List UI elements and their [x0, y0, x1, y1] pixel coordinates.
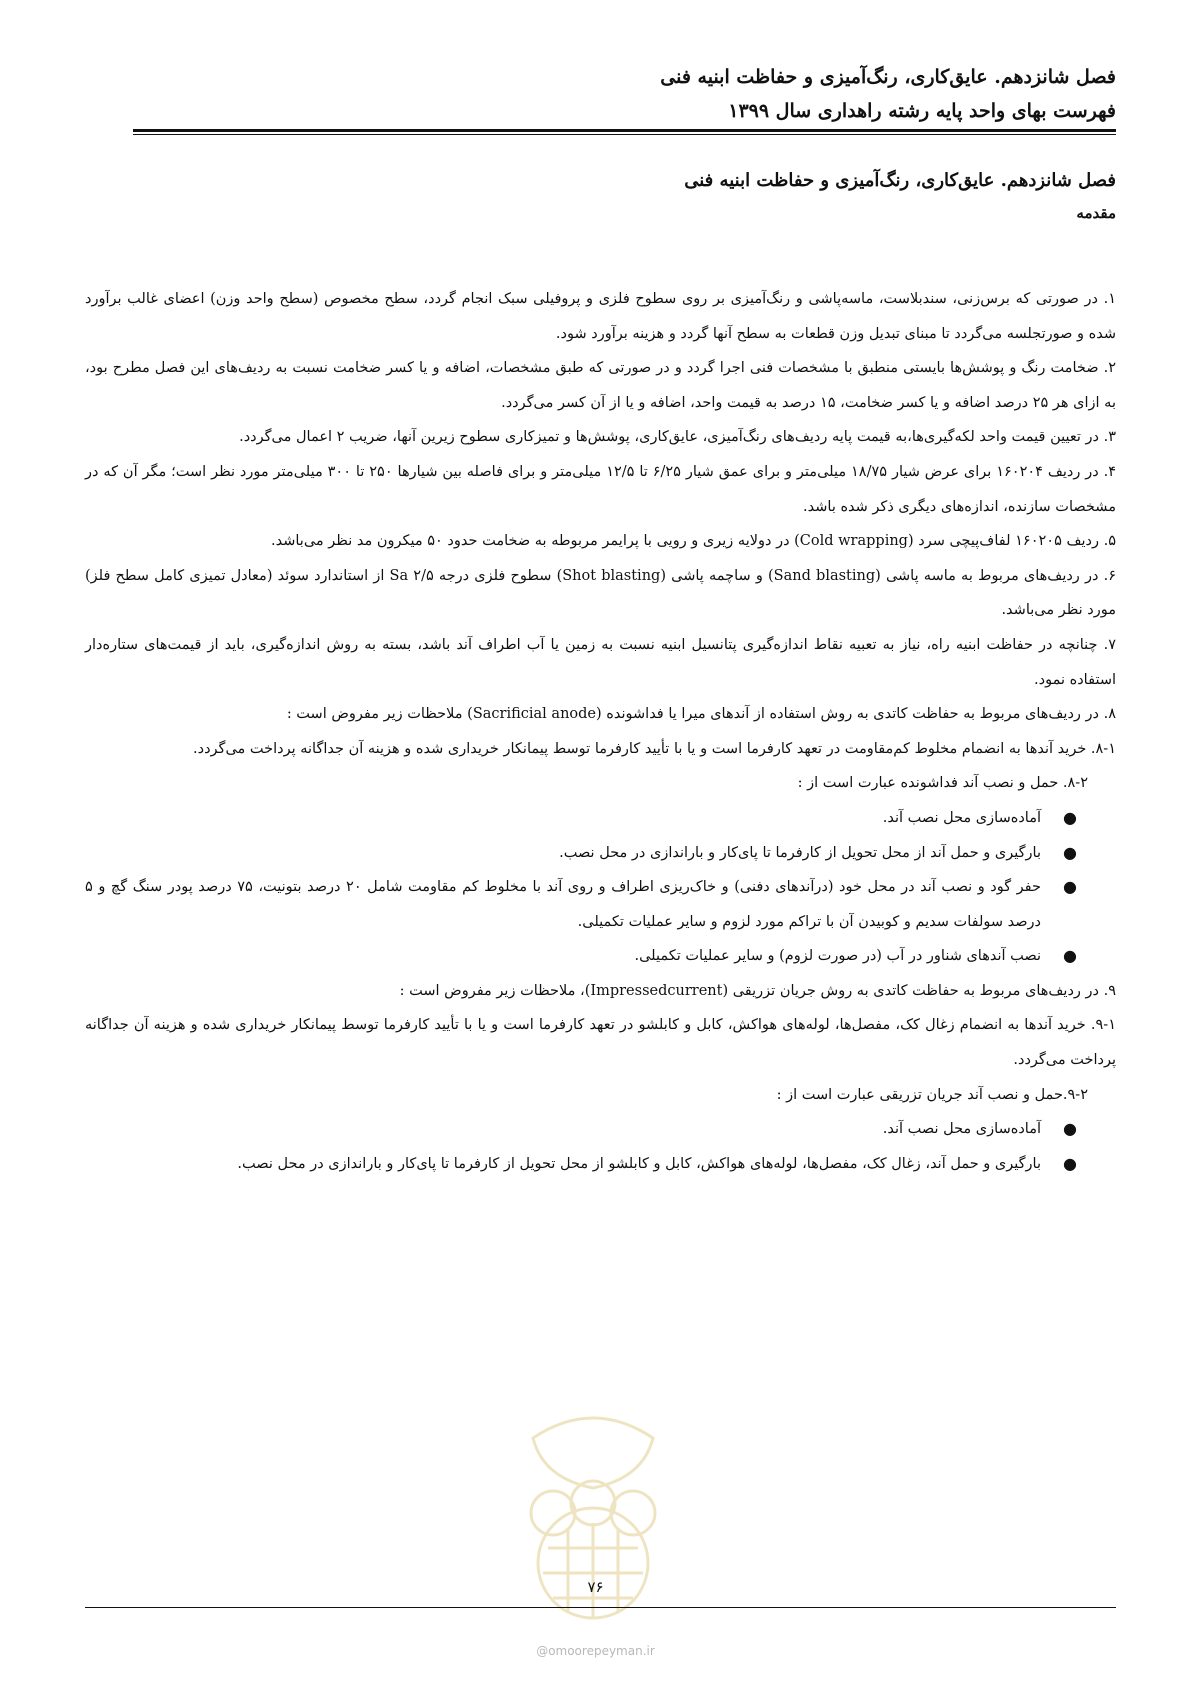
paragraph-8: ۸. در ردیف‌های مربوط به حفاظت کاتدی به روش استفاده از آندهای میرا یا فداشونده (Sacrificial anode) ملاحظات زیر مفروض است : — [286, 706, 1116, 723]
header-chapter-title: فصل شانزدهم. عایق‌کاری، رنگ‌آمیزی و حفاظت ابنیه فنی — [660, 66, 1116, 88]
list-item: ● بارگیری و حمل آند، زغال کک، مفصل‌ها، لوله‌های هواکش، کابل و کابلشو از محل تحویل از کارفرما تا پای‌کار و باراندازی در محل نصب. — [85, 1147, 1041, 1182]
paragraph-8-1: ۸-۱. خرید آندها به انضمام مخلوط کم‌مقاومت در تعهد کارفرما است و یا با تأیید کارفرما توسط پیمانکار خریداری شده و هزینه آن جداگانه پرداخت می‌گردد. — [193, 740, 1116, 757]
footer-divider — [85, 1607, 1116, 1608]
seal-watermark-icon — [493, 1398, 693, 1668]
paragraph-6: ۶. در ردیف‌های مربوط به ماسه پاشی (Sand blasting) و ساچمه پاشی (Shot blasting) سطوح فلزی درجه Sa ۲/۵ از استاندارد سوئد (معادل تمیزی کامل سطح فلز) مورد نظر می‌باشد. — [85, 567, 1116, 619]
bullet-icon: ● — [1063, 1153, 1077, 1173]
paragraph-4: ۴. در ردیف ۱۶۰۲۰۴ برای عرض شیار ۱۸/۷۵ میلی‌متر و برای عمق شیار ۶/۲۵ تا ۱۲/۵ میلی‌متر و برای فاصله بین شیارها ۲۵۰ تا ۳۰۰ میلی‌متر مورد نظر است؛ مگر آن که در مشخصات سازنده، اندازه‌های دیگری ذکر شده باشد. — [85, 463, 1117, 515]
paragraph-5: ۵. ردیف ۱۶۰۲۰۵ لفاف‌پیچی سرد (Cold wrapping) در دولایه زیری و رویی با پرایمر مربوطه به ضخامت حدود ۵۰ میکرون مد نظر می‌باشد. — [271, 533, 1116, 550]
document-body — [85, 282, 1116, 1181]
bullet-icon: ● — [1063, 842, 1077, 862]
list-item: ● نصب آندهای شناور در آب (در صورت لزوم) و سایر عملیات تکمیلی. — [85, 939, 1041, 974]
section-subtitle: مقدمه — [1076, 204, 1116, 222]
bullet-icon: ● — [1063, 877, 1077, 897]
list-item: ● آماده‌سازی محل نصب آند. — [85, 1112, 1041, 1147]
site-watermark: @omoorepeyman.ir — [536, 1644, 655, 1658]
list-8-2 — [85, 801, 1116, 974]
paragraph-2: ۲. ضخامت رنگ و پوشش‌ها بایستی منطبق با مشخصات فنی اجرا گردد و در صورتی که طبق مشخصات، اضافه و یا کسر ضخامت نسبت به ردیف‌های این فصل مطرح بود، به ازای هر ۲۵ درصد اضافه و یا کسر ضخامت، ۱۵ درصد به قیمت واحد، اضافه و یا از آن کسر می‌گردد. — [85, 360, 1116, 411]
paragraph-3: ۳. در تعیین قیمت واحد لکه‌گیری‌ها،به قیمت پایه ردیف‌های رنگ‌آمیزی، عایق‌کاری، پوشش‌ها و تمیزکاری سطوح زیرین آنها، ضریب ۲ اعمال می‌گردد. — [239, 429, 1116, 446]
running-header — [133, 60, 1116, 128]
paragraph-9: ۹. در ردیف‌های مربوط به حفاظت کاتدی به روش جریان تزریقی (Impressedcurrent)، ملاحظات زیر مفروض است : — [399, 982, 1116, 999]
list-item: ● آماده‌سازی محل نصب آند. — [85, 801, 1041, 836]
paragraph-8-2-heading: ۸-۲. حمل و نصب آند فداشونده عبارت است از : — [797, 775, 1088, 792]
bullet-icon: ● — [1063, 1119, 1077, 1139]
list-9-2 — [85, 1112, 1116, 1181]
list-item: ● حفر گود و نصب آند در محل خود (درآندهای دفنی) و خاک‌ریزی اطراف و روی آند با مخلوط کم مقاومت شامل ۲۰ درصد بتونیت، ۷۵ درصد پودر سنگ گچ و ۵ درصد سولفات سدیم و کوبیدن آن با تراکم مورد لزوم و سایر عملیات تکمیلی. — [85, 870, 1041, 939]
header-divider — [133, 129, 1116, 135]
paragraph-1: ۱. در صورتی که برس‌زنی، سندبلاست، ماسه‌پاشی و رنگ‌آمیزی بر روی سطوح فلزی و پروفیلی سبک انجام گردد، سطح مخصوص (سطح واحد وزن) اعضای غالب برآورد شده و صورتجلسه می‌گردد تا مبنای تبدیل وزن قطعات به سطح آنها گردد و هزینه برآورد شود. — [85, 291, 1116, 342]
paragraph-7: ۷. چنانچه در حفاظت ابنیه راه، نیاز به تعبیه نقاط اندازه‌گیری پتانسیل ابنیه نسبت به زمین یا آب اطراف آند باشد، بسته به روش اندازه‌گیری، باید از قیمت‌های ستاره‌دار استفاده نمود. — [85, 636, 1116, 688]
list-item: ● بارگیری و حمل آند از محل تحویل از کارفرما تا پای‌کار و باراندازی در محل نصب. — [85, 836, 1041, 871]
bullet-icon: ● — [1063, 807, 1077, 827]
section-title: فصل شانزدهم. عایق‌کاری، رنگ‌آمیزی و حفاظت ابنیه فنی — [684, 170, 1116, 191]
page-number: ۷۶ — [587, 1578, 604, 1596]
paragraph-9-1: ۹-۱. خرید آندها به انضمام زغال کک، مفصل‌ها، لوله‌های هواکش، کابل و کابلشو در تعهد کارفرما است و یا با تأیید کارفرما توسط پیمانکار خریداری شده و هزینه آن جداگانه پرداخت می‌گردد. — [85, 1017, 1116, 1069]
bullet-icon: ● — [1063, 946, 1077, 966]
paragraph-9-2-heading: ۹-۲.حمل و نصب آند جریان تزریقی عبارت است از : — [776, 1086, 1088, 1103]
section-heading — [85, 164, 1116, 228]
header-list-title: فهرست بهای واحد پایه رشته راهداری سال ۱۳۹۹ — [728, 100, 1116, 122]
